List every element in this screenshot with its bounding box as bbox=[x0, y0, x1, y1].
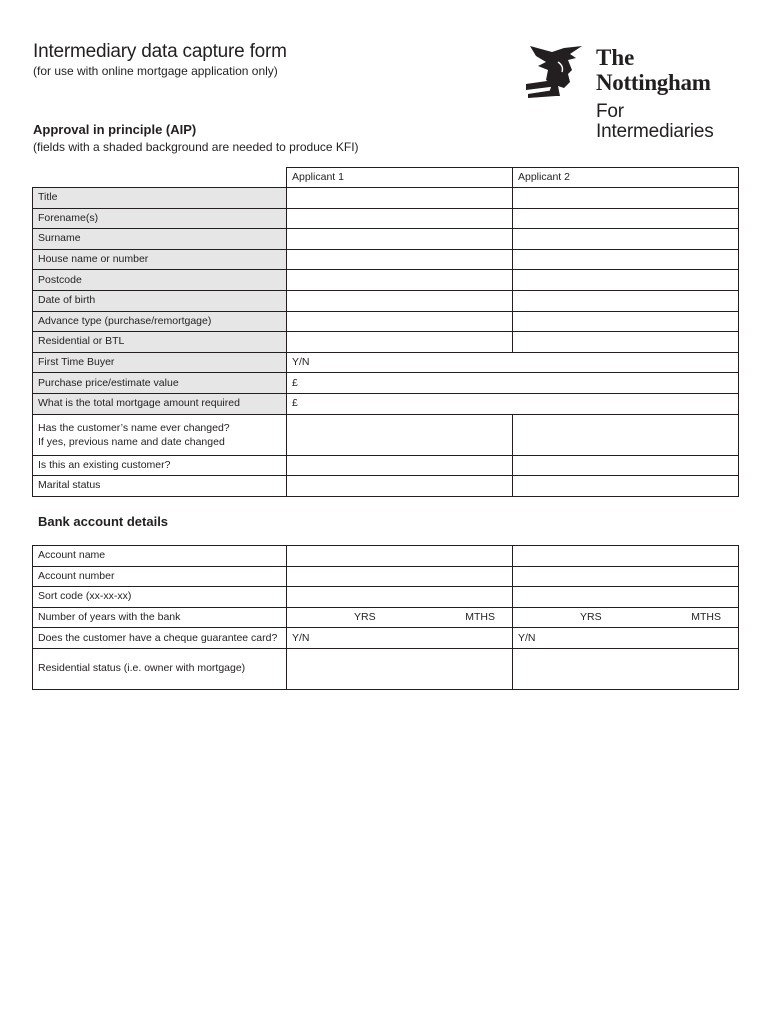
applicant-2-name-changed-field[interactable] bbox=[513, 414, 739, 455]
years-label: YRS bbox=[354, 611, 376, 624]
nottingham-logo bbox=[524, 40, 744, 142]
row-label: Residential or BTL bbox=[33, 332, 287, 353]
applicant-1-account-number-field[interactable] bbox=[287, 566, 513, 587]
table-row bbox=[33, 208, 739, 229]
row-label: Title bbox=[33, 188, 287, 209]
years-months-labels bbox=[518, 611, 733, 624]
applicant-2-dob-field[interactable] bbox=[513, 290, 739, 311]
table-header-row bbox=[33, 168, 739, 188]
name-changed-followup: If yes, previous name and date changed bbox=[38, 435, 225, 448]
row-label: Number of years with the bank bbox=[33, 607, 287, 628]
aip-note: (fields with a shaded background are needed to produce KFI) bbox=[33, 140, 359, 154]
bank-heading: Bank account details bbox=[38, 514, 169, 529]
applicant-1-account-name-field[interactable] bbox=[287, 546, 513, 567]
table-row bbox=[33, 546, 739, 567]
archer-head-icon bbox=[524, 40, 590, 100]
table-row bbox=[33, 249, 739, 270]
logo-text-the: The bbox=[596, 45, 635, 70]
applicant-1-residential-status-field[interactable] bbox=[287, 648, 513, 689]
applicant-1-years-with-bank-field[interactable] bbox=[287, 607, 513, 628]
years-months-labels bbox=[292, 611, 507, 624]
applicant-1-marital-status-field[interactable] bbox=[287, 476, 513, 497]
row-label: Date of birth bbox=[33, 290, 287, 311]
logo-text-nottingham: Nottingham bbox=[596, 70, 711, 95]
row-label: Residential status (i.e. owner with mortgage) bbox=[33, 648, 287, 689]
applicant-2-residential-status-field[interactable] bbox=[513, 648, 739, 689]
row-label: Is this an existing customer? bbox=[33, 455, 287, 476]
table-row bbox=[33, 414, 739, 455]
form-subtitle: (for use with online mortgage application only) bbox=[33, 64, 278, 78]
applicant-2-advance-type-field[interactable] bbox=[513, 311, 739, 332]
applicant-1-residential-btl-field[interactable] bbox=[287, 332, 513, 353]
months-label: MTHS bbox=[465, 611, 495, 624]
table-row bbox=[33, 229, 739, 250]
row-label: Forename(s) bbox=[33, 208, 287, 229]
months-label: MTHS bbox=[691, 611, 721, 624]
name-changed-question: Has the customer’s name ever changed? bbox=[38, 421, 230, 434]
table-row bbox=[33, 311, 739, 332]
row-label: Account number bbox=[33, 566, 287, 587]
applicant-1-cheque-card-field[interactable]: Y/N bbox=[287, 628, 513, 649]
row-label: Purchase price/estimate value bbox=[33, 373, 287, 394]
applicant-2-surname-field[interactable] bbox=[513, 229, 739, 250]
row-label: Does the customer have a cheque guarantee card? bbox=[33, 628, 287, 649]
table-row bbox=[33, 290, 739, 311]
applicant-1-name-changed-field[interactable] bbox=[287, 414, 513, 455]
table-row bbox=[33, 607, 739, 628]
applicant-2-existing-customer-field[interactable] bbox=[513, 455, 739, 476]
table-row bbox=[33, 628, 739, 649]
form-title: Intermediary data capture form bbox=[33, 41, 287, 62]
applicant-2-forename-field[interactable] bbox=[513, 208, 739, 229]
column-header-applicant-2: Applicant 2 bbox=[513, 168, 739, 188]
table-row bbox=[33, 352, 739, 373]
applicant-2-postcode-field[interactable] bbox=[513, 270, 739, 291]
column-header-applicant-1: Applicant 1 bbox=[287, 168, 513, 188]
applicant-1-surname-field[interactable] bbox=[287, 229, 513, 250]
applicant-1-sort-code-field[interactable] bbox=[287, 587, 513, 608]
row-label: Marital status bbox=[33, 476, 287, 497]
table-row bbox=[33, 648, 739, 689]
table-row bbox=[33, 566, 739, 587]
mortgage-amount-field[interactable]: £ bbox=[287, 393, 739, 414]
row-label: Account name bbox=[33, 546, 287, 567]
row-label: Postcode bbox=[33, 270, 287, 291]
row-label: House name or number bbox=[33, 249, 287, 270]
applicant-1-dob-field[interactable] bbox=[287, 290, 513, 311]
applicant-2-years-with-bank-field[interactable] bbox=[513, 607, 739, 628]
header-blank-cell bbox=[33, 168, 287, 188]
table-row bbox=[33, 587, 739, 608]
applicant-2-account-number-field[interactable] bbox=[513, 566, 739, 587]
applicant-1-postcode-field[interactable] bbox=[287, 270, 513, 291]
table-row bbox=[33, 270, 739, 291]
aip-table bbox=[32, 167, 739, 497]
applicant-2-marital-status-field[interactable] bbox=[513, 476, 739, 497]
applicant-1-forename-field[interactable] bbox=[287, 208, 513, 229]
row-label: What is the total mortgage amount required bbox=[33, 393, 287, 414]
table-row bbox=[33, 373, 739, 394]
row-label bbox=[33, 414, 287, 455]
row-label: Surname bbox=[33, 229, 287, 250]
table-row bbox=[33, 188, 739, 209]
table-row bbox=[33, 476, 739, 497]
first-time-buyer-field[interactable]: Y/N bbox=[287, 352, 739, 373]
applicant-2-title-field[interactable] bbox=[513, 188, 739, 209]
row-label: Sort code (xx-xx-xx) bbox=[33, 587, 287, 608]
purchase-price-field[interactable]: £ bbox=[287, 373, 739, 394]
table-row bbox=[33, 332, 739, 353]
table-row bbox=[33, 393, 739, 414]
applicant-2-cheque-card-field[interactable]: Y/N bbox=[513, 628, 739, 649]
applicant-1-house-field[interactable] bbox=[287, 249, 513, 270]
applicant-2-sort-code-field[interactable] bbox=[513, 587, 739, 608]
bank-table bbox=[32, 545, 739, 690]
row-label: First Time Buyer bbox=[33, 352, 287, 373]
logo-text-for-intermediaries: For Intermediaries bbox=[596, 101, 714, 142]
applicant-1-existing-customer-field[interactable] bbox=[287, 455, 513, 476]
applicant-2-residential-btl-field[interactable] bbox=[513, 332, 739, 353]
row-label: Advance type (purchase/remortgage) bbox=[33, 311, 287, 332]
applicant-1-title-field[interactable] bbox=[287, 188, 513, 209]
table-row bbox=[33, 455, 739, 476]
aip-heading: Approval in principle (AIP) bbox=[33, 122, 197, 137]
years-label: YRS bbox=[580, 611, 602, 624]
applicant-2-account-name-field[interactable] bbox=[513, 546, 739, 567]
applicant-2-house-field[interactable] bbox=[513, 249, 739, 270]
applicant-1-advance-type-field[interactable] bbox=[287, 311, 513, 332]
